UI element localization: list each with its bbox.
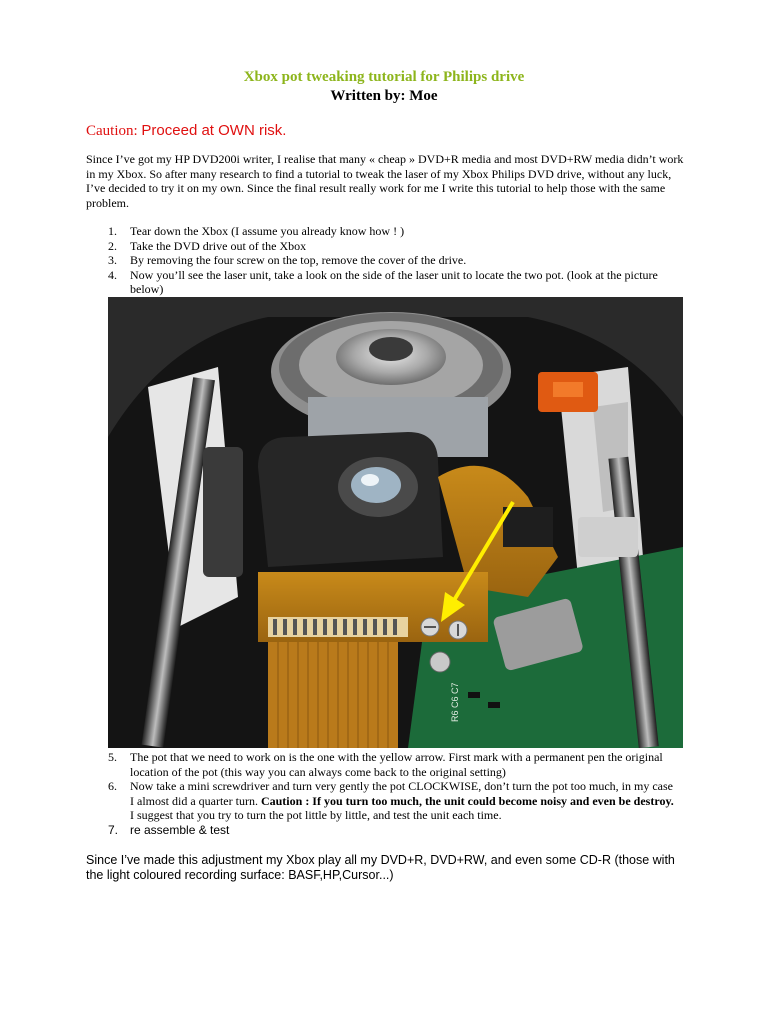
laser-unit-illustration bbox=[108, 297, 683, 748]
list-item bbox=[108, 224, 678, 239]
laser-unit-photo bbox=[108, 297, 683, 748]
step-text: I suggest that you try to turn the pot little by little, and test the unit each time. bbox=[130, 808, 502, 822]
step-text: By removing the four screw on the top, remove the cover of the drive. bbox=[130, 253, 467, 267]
document-title: Xbox pot tweaking tutorial for Philips drive bbox=[243, 69, 525, 85]
step-text: Now you’ll see the laser unit, take a look on the side of the laser unit to locate the two pot. (look at the picture below) bbox=[130, 267, 658, 296]
list-item bbox=[108, 268, 678, 297]
step-text: Take the DVD drive out of the Xbox bbox=[130, 238, 307, 253]
steps-list-bottom bbox=[108, 750, 678, 837]
list-item bbox=[108, 750, 678, 779]
caution-notice bbox=[86, 122, 286, 140]
step-text: Tear down the Xbox (I assume you already know how ! ) bbox=[130, 224, 405, 238]
potentiometer bbox=[449, 621, 467, 639]
step-warning: Caution : If you turn too much, the unit could become noisy and even be destroy. bbox=[260, 793, 674, 808]
caution-text: Proceed at OWN risk. bbox=[141, 122, 287, 139]
list-item bbox=[108, 253, 678, 268]
board-label-text: R6 C6 C7 bbox=[450, 682, 460, 722]
step-number: 7. bbox=[108, 822, 119, 837]
step-text: The pot that we need to work on is the one with the yellow arrow. First mark with a permanent pen the original location of the pot (this way you can always come back to the original setting) bbox=[130, 750, 663, 779]
intro-paragraph: Since I’ve got my HP DVD200i writer, I realise that many « cheap » DVD+R media and most DVD+RW media didn’t work in my Xbox. So after many research to find a tutorial to tweak the laser of my Xbox Philips DVD drive, without any luck, I’ve decided to try it on my own. Since the final result really work for me I write this tutorial to help those with the same problem. bbox=[86, 152, 684, 210]
potentiometer bbox=[421, 618, 439, 636]
step-number: 1. bbox=[108, 224, 117, 238]
list-item bbox=[108, 239, 678, 254]
caution-label: Caution: bbox=[86, 123, 138, 139]
list-item bbox=[108, 823, 678, 838]
closing-paragraph: Since I’ve made this adjustment my Xbox play all my DVD+R, DVD+RW, and even some CD-R (those with the light coloured recording surface: BASF,HP,Cursor...) bbox=[86, 853, 675, 882]
step-number: 4. bbox=[108, 267, 117, 282]
board-silkscreen bbox=[450, 682, 460, 722]
step-number: 2. bbox=[108, 238, 117, 253]
step-number: 5. bbox=[108, 750, 117, 764]
step-text: re assemble & test bbox=[130, 822, 230, 837]
step-number: 3. bbox=[108, 253, 117, 267]
list-item bbox=[108, 779, 678, 823]
document-author: Written by: Moe bbox=[330, 88, 438, 104]
step-text: Now take a mini screwdriver and turn very gently the pot CLOCKWISE, don’t turn the pot too much, in my case I almost did a quarter turn. bbox=[130, 779, 673, 808]
steps-list-top bbox=[108, 224, 678, 297]
step-number: 6. bbox=[108, 779, 117, 793]
